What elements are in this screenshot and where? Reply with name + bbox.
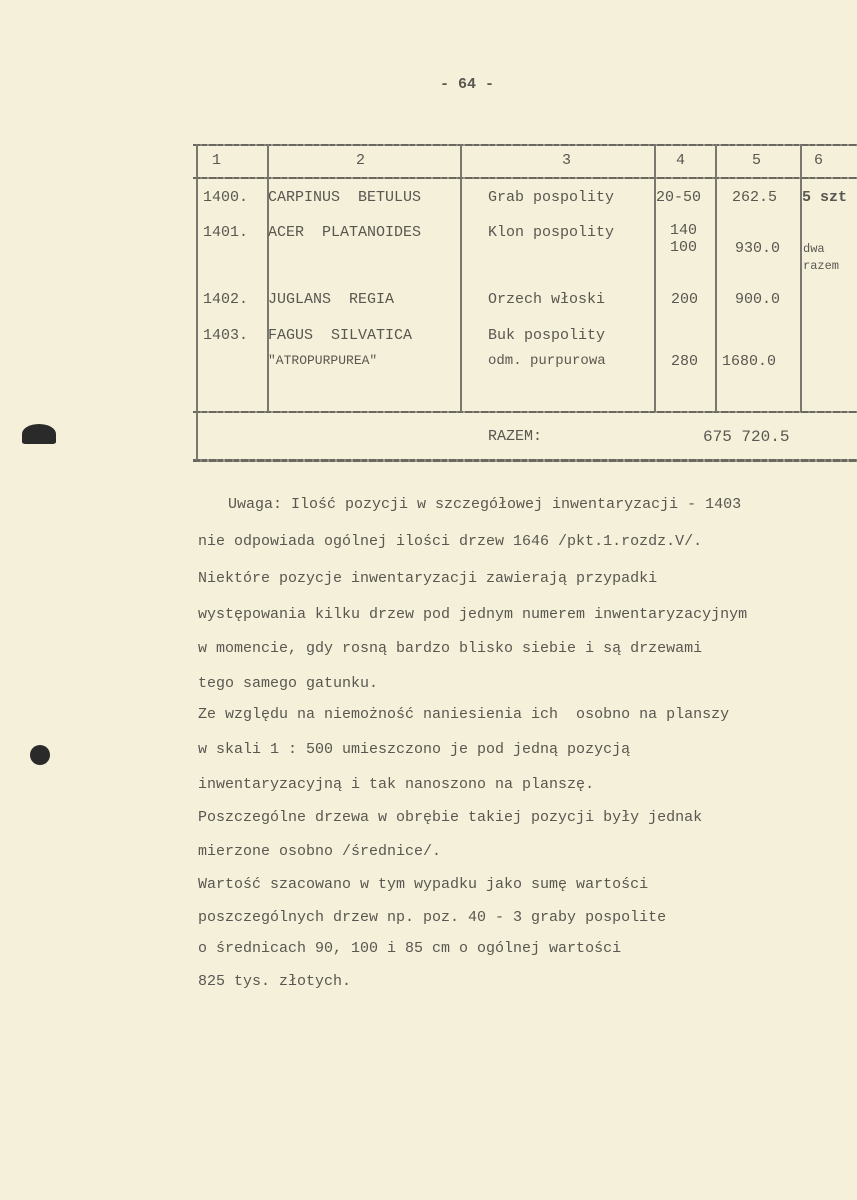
col-header: 6	[814, 152, 824, 169]
col-header: 1	[212, 152, 222, 169]
note-line: Poszczególne drzewa w obrębie takiej pozycji były jednak	[198, 809, 703, 826]
cell-note: 5 szt	[802, 189, 848, 206]
note-line: nie odpowiada ogólnej ilości drzew 1646 /pkt.1.rozdz.V/.	[198, 533, 703, 550]
cell-note: dwa	[803, 242, 825, 256]
cell-diameter: 20-50	[656, 189, 702, 206]
cell-diameter: 100	[670, 239, 698, 256]
note-line: o średnicach 90, 100 i 85 cm o ogólnej wartości	[198, 940, 622, 957]
cell-value: 900.0	[735, 291, 781, 308]
cell-value: 1680.0	[722, 353, 777, 370]
note-line: poszczególnych drzew np. poz. 40 - 3 graby pospolite	[198, 909, 667, 926]
note-line: Uwaga: Ilość pozycji w szczegółowej inwentaryzacji - 1403	[228, 496, 742, 513]
cell-latin: "ATROPURPUREA"	[268, 353, 378, 368]
total-value: 675 720.5	[703, 428, 790, 446]
note-line: mierzone osobno /średnice/.	[198, 843, 442, 860]
cell-polish: odm. purpurowa	[488, 353, 606, 369]
note-line: Ze względu na niemożność naniesienia ich osobno na planszy	[198, 706, 730, 723]
cell-polish: Orzech włoski	[488, 291, 606, 308]
cell-no: 1403.	[203, 327, 249, 344]
note-line: Wartość szacowano w tym wypadku jako sumę wartości	[198, 876, 649, 893]
cell-note: razem	[803, 259, 840, 273]
cell-latin: JUGLANS REGIA	[268, 291, 395, 308]
cell-diameter: 200	[671, 291, 699, 308]
cell-polish: Klon pospolity	[488, 224, 615, 241]
note-line: 825 tys. złotych.	[198, 973, 352, 990]
cell-no: 1400.	[203, 189, 249, 206]
punch-hole	[22, 424, 56, 444]
note-line: Niektóre pozycje inwentaryzacji zawierają przypadki	[198, 570, 658, 587]
col-header: 3	[562, 152, 572, 169]
cell-value: 930.0	[735, 240, 781, 257]
cell-no: 1402.	[203, 291, 249, 308]
cell-polish: Buk pospolity	[488, 327, 606, 344]
cell-diameter: 280	[671, 353, 699, 370]
note-line: tego samego gatunku.	[198, 675, 379, 692]
cell-diameter: 140	[670, 222, 698, 239]
note-line: występowania kilku drzew pod jednym numerem inwentaryzacyjnym	[198, 606, 748, 623]
col-header: 2	[356, 152, 366, 169]
page-number: - 64 -	[440, 76, 495, 93]
cell-latin: CARPINUS BETULUS	[268, 189, 422, 206]
note-line: w skali 1 : 500 umieszczono je pod jedną pozycją	[198, 741, 631, 758]
cell-latin: ACER PLATANOIDES	[268, 224, 422, 241]
punch-hole	[30, 745, 50, 765]
col-header: 4	[676, 152, 686, 169]
note-line: inwentaryzacyjną i tak nanoszono na planszę.	[198, 776, 595, 793]
cell-value: 262.5	[732, 189, 778, 206]
cell-no: 1401.	[203, 224, 249, 241]
total-label: RAZEM:	[488, 428, 543, 445]
col-header: 5	[752, 152, 762, 169]
cell-latin: FAGUS SILVATICA	[268, 327, 413, 344]
cell-polish: Grab pospolity	[488, 189, 615, 206]
note-line: w momencie, gdy rosną bardzo blisko siebie i są drzewami	[198, 640, 703, 657]
